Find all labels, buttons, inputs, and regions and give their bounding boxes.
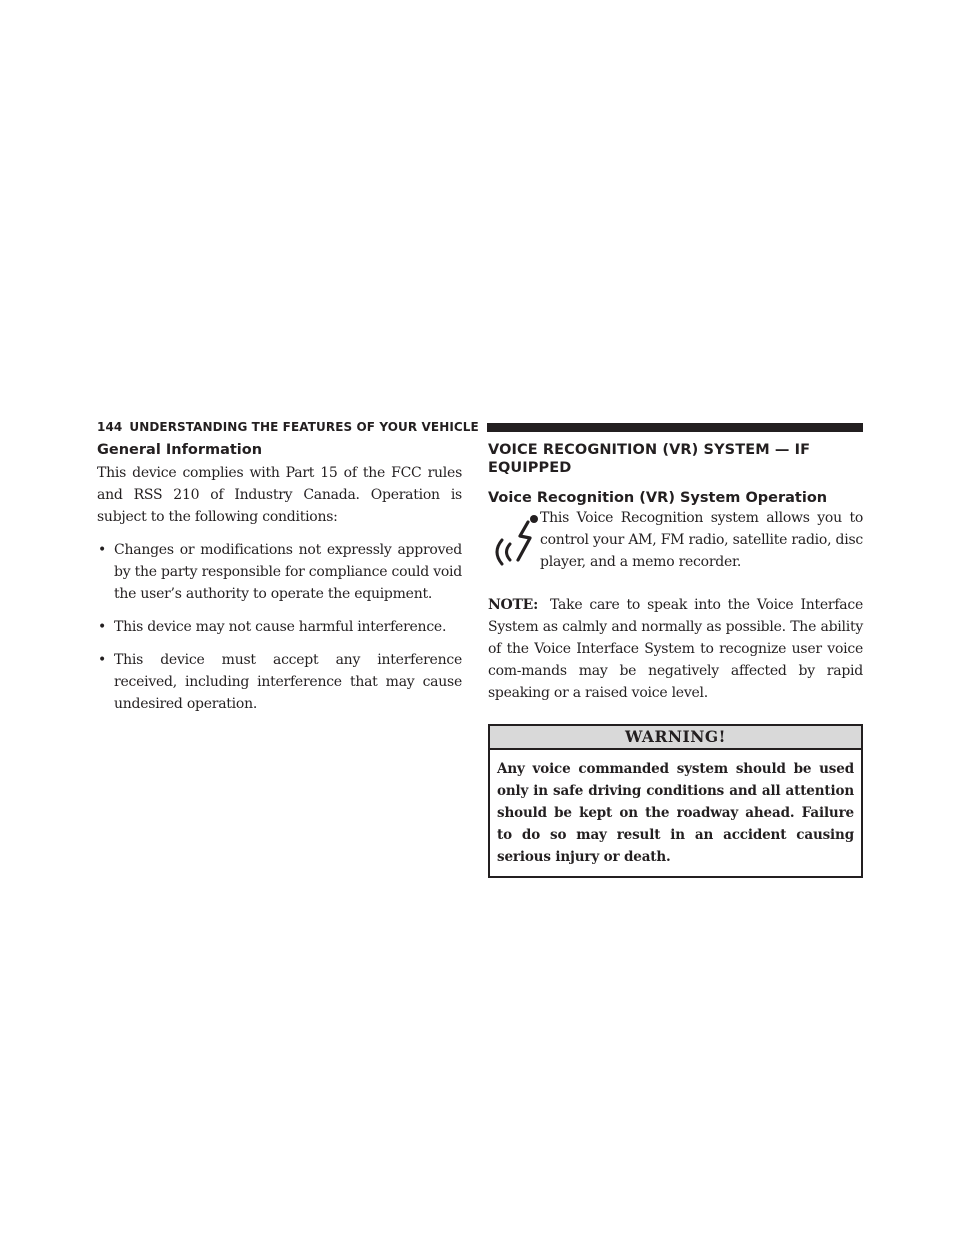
header-rule	[487, 423, 863, 432]
conditions-list	[97, 539, 462, 715]
warning-text: Any voice commanded system should be used only in safe driving conditions and all attention should be kept on the roadway ahead. Failure to do so may result in an accident causing serious injury or death.	[497, 761, 854, 865]
warning-title: WARNING!	[490, 726, 861, 750]
note-label: NOTE:	[488, 597, 538, 613]
vr-operation-subheading: Voice Recognition (VR) System Operation	[488, 490, 828, 506]
intro-paragraph: This device complies with Part 15 of the FCC rules and RSS 210 of Industry Canada. Operation is subject to the following conditions:	[97, 465, 462, 525]
bullet-icon: •	[98, 542, 107, 558]
bullet-icon: •	[98, 619, 107, 635]
list-item: • This device may not cause harmful interference.	[97, 616, 462, 638]
bullet-icon: •	[98, 652, 107, 668]
list-item: • Changes or modifications not expressly approved by the party responsible for compliance could void the user’s authority to operate the equipment.	[97, 539, 462, 605]
page-header	[97, 419, 863, 435]
page-number: 144	[97, 420, 123, 434]
note-text: Take care to speak into the Voice Interface System as calmly and normally as possible. The ability of the Voice Interface System to recognize user voice com-mands may be negatively affected by rapid speaking or a raised voice level.	[488, 597, 863, 701]
warning-box	[488, 724, 863, 878]
vr-intro	[488, 507, 863, 580]
voice-recognition-icon	[488, 512, 540, 580]
note-paragraph	[488, 594, 863, 704]
voice-recognition-heading: VOICE RECOGNITION (VR) SYSTEM — IF EQUIPPED	[488, 442, 811, 476]
right-column	[488, 441, 863, 878]
general-information-heading: General Information	[97, 442, 263, 458]
left-column	[97, 441, 462, 715]
list-item: • This device must accept any interference received, including interference that may cause undesired operation.	[97, 649, 462, 715]
section-title: UNDERSTANDING THE FEATURES OF YOUR VEHICLE	[129, 420, 479, 434]
vr-description: This Voice Recognition system allows you to control your AM, FM radio, satellite radio, disc player, and a memo recorder.	[540, 510, 863, 570]
